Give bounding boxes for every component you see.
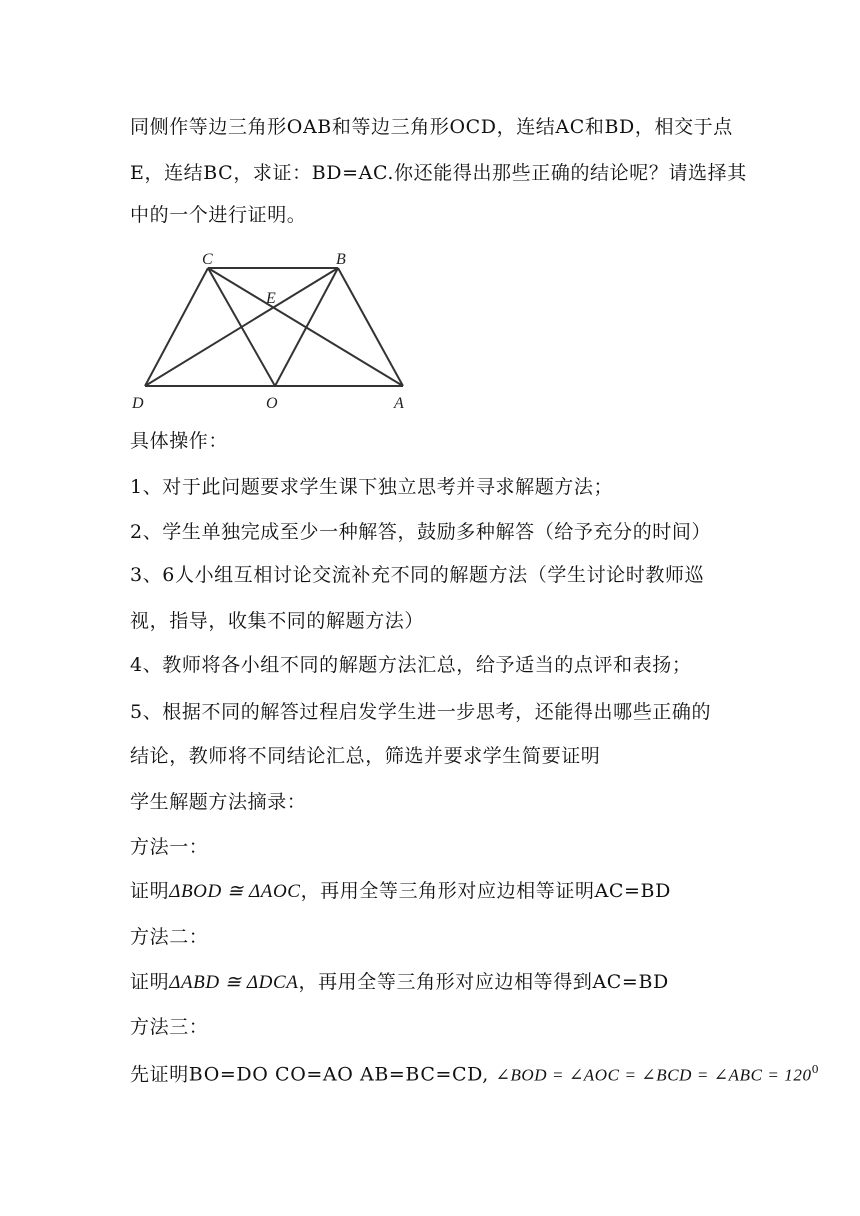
method-3-title: 方法三：: [130, 1016, 209, 1038]
method-1-suffix: ，再用全等三角形对应边相等证明AC=BD: [300, 880, 671, 902]
method-2-body: [130, 973, 669, 992]
operation-step-3-line-2: 视，指导，收集不同的解题方法）: [130, 610, 425, 632]
geometry-figure: [128, 240, 418, 420]
method-2-title: 方法二：: [130, 926, 209, 948]
label-o: O: [266, 395, 278, 412]
operation-step-1: 1、对于此问题要求学生课下独立思考并寻求解题方法；: [130, 476, 614, 498]
label-e: E: [266, 290, 276, 307]
operation-step-2: 2、学生单独完成至少一种解答，鼓励多种解答（给予充分的时间）: [130, 521, 712, 543]
label-b: B: [336, 251, 346, 268]
problem-line-3: 中的一个进行证明。: [130, 204, 307, 226]
method-1-body: [130, 882, 671, 901]
segment-bd: [145, 268, 338, 386]
method-3-formula: ∠BOD = ∠AOC = ∠BCD = ∠ABC = 120: [495, 1065, 812, 1085]
segment-cd: [145, 268, 208, 386]
segment-ca: [208, 268, 403, 386]
trapezoid-diagram: [128, 240, 418, 420]
label-c: C: [202, 251, 213, 268]
problem-line-1: 同侧作等边三角形OAB和等边三角形OCD，连结AC和BD，相交于点: [130, 116, 733, 138]
operation-step-5-line-1: 5、根据不同的解答过程启发学生进一步思考，还能得出哪些正确的: [130, 701, 712, 723]
operation-step-5-line-2: 结论，教师将不同结论汇总，筛选并要求学生简要证明: [130, 745, 601, 767]
operation-step-3-line-1: 3、6人小组互相讨论交流补充不同的解题方法（学生讨论时教师巡: [130, 564, 705, 586]
label-a: A: [394, 395, 404, 412]
operations-heading: 具体操作：: [130, 430, 229, 452]
methods-heading: 学生解题方法摘录：: [130, 791, 307, 813]
method-2-suffix: ，再用全等三角形对应边相等得到AC=BD: [298, 971, 669, 993]
method-1-prefix: 证明: [130, 880, 170, 902]
method-3-body: [130, 1064, 819, 1084]
operation-step-4: 4、教师将各小组不同的解题方法汇总，给予适当的点评和表扬；: [130, 654, 692, 676]
method-3-degree: 0: [811, 1063, 820, 1076]
label-d: D: [132, 395, 144, 412]
method-2-prefix: 证明: [130, 971, 170, 993]
method-2-formula: ΔABD ≅ ΔDCA: [169, 972, 299, 993]
problem-line-2: E，连结BC，求证：BD=AC.你还能得出那些正确的结论呢？请选择其: [130, 162, 747, 184]
segment-ba: [338, 268, 403, 386]
method-1-title: 方法一：: [130, 836, 209, 858]
method-3-prefix: 先证明BO=DO CO=AO AB=BC=CD,: [130, 1063, 489, 1086]
method-1-formula: ΔBOD ≅ ΔAOC: [169, 881, 301, 902]
